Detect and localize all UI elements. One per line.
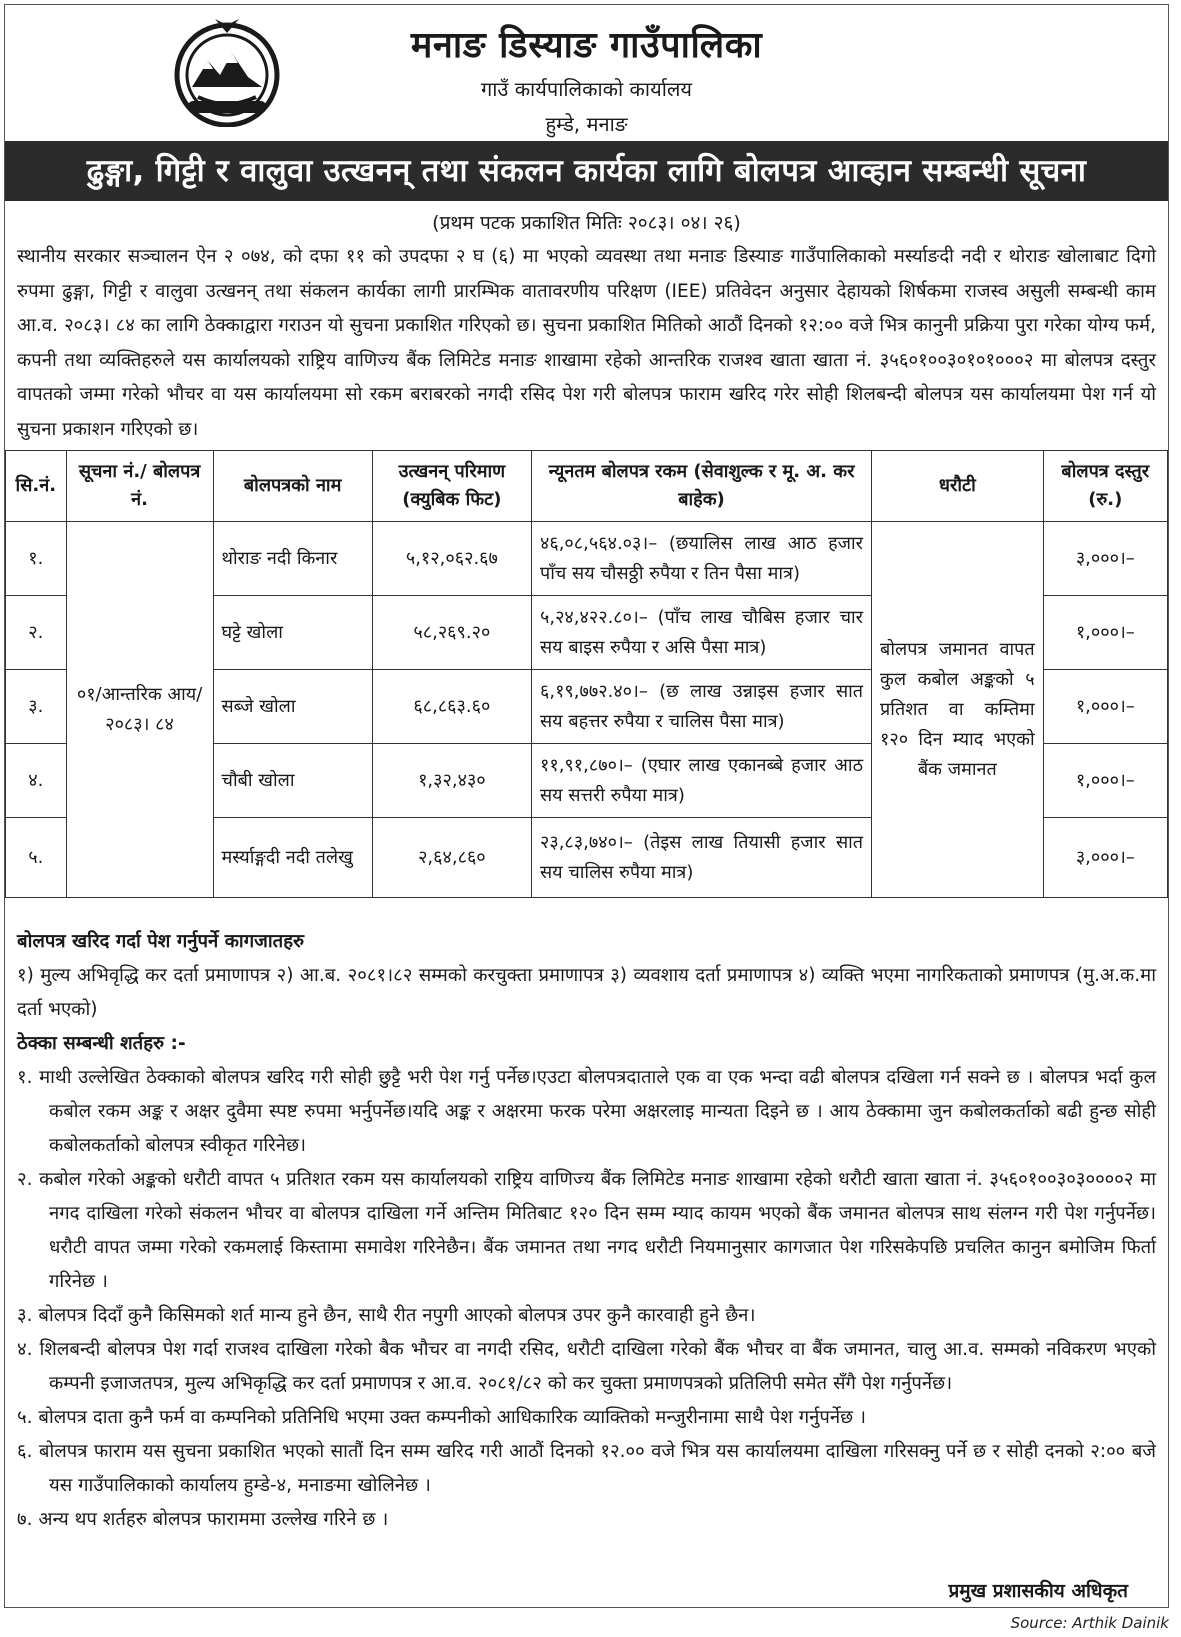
row-sn: ३. bbox=[6, 670, 67, 744]
term-item: ७. अन्य थप शर्तहरु बोलपत्र फाराममा उल्लेख गरिने छ । bbox=[17, 1509, 389, 1530]
row-fee: १,०००।– bbox=[1043, 596, 1167, 670]
notice-header bbox=[5, 5, 1168, 143]
row-name: घट्टे खोला bbox=[213, 596, 372, 670]
row-sn: १. bbox=[6, 522, 67, 596]
row-fee: १,०००।– bbox=[1043, 744, 1167, 818]
term-item: ६. बोलपत्र फाराम यस सुचना प्रकाशित भएको सातौं दिन सम्म खरिद गरी आठौं दिनको १२.०० वजे भित्र यस कार्यालयमा दाखिला गरिसक्नु पर्ने छ र सोही दनको २:०० बजे यस गाउँपालिकाको कार्यालय हुम्डे-४, मनाङमा खोलिनेछ । bbox=[17, 1441, 1156, 1496]
documents-list: १) मुल्य अभिवृद्धि कर दर्ता प्रमाणापत्र २) आ.ब. २०८१।८२ सम्मको करचुक्ता प्रमाणापत्र ३) व्यवशाय दर्ता प्रमाणापत्र ४) व्यक्ति भएमा नागरिकताको प्रमाणपत्र (मु.अ.क.मा दर्ता भएको) bbox=[17, 965, 1156, 1020]
term-item: ५. बोलपत्र दाता कुनै फर्म वा कम्पनिको प्रतिनिधि भएमा उक्त कम्पनीको आधिकारिक व्याक्तिको मन्जुरीनामा साथै पेश गर्नुपर्नेछ । bbox=[17, 1407, 867, 1428]
row-qty: ५,१२,०६२.६७ bbox=[372, 522, 531, 596]
row-name: मर्स्याङ्गदी नदी तलेखु bbox=[213, 818, 372, 898]
office-location: हुम्डे, मनाङ bbox=[545, 112, 628, 136]
table-header-row bbox=[6, 451, 1168, 522]
col-header-fee: बोलपत्र दस्तुर (रु.) bbox=[1043, 451, 1167, 522]
term-item: १. माथी उल्लेखित ठेक्काको बोलपत्र खरिद गरी सोही छुट्टै भरी पेश गर्नु पर्नेछ।एउटा बोलपत्रदाताले एक वा एक भन्दा वढी बोलपत्र दखिला गर्न सक्ने छ । बोलपत्र भर्दा कुल कबोल रकम अङ्क र अक्षर दुवैमा स्पष्ट रुपमा भर्नुपर्नेछ।यदि अङ्क र अक्षरमा फरक परेमा अक्षरलाइ मान्यता दिइने छ । आय ठेक्कामा जुन कबोलकर्ताको बढी हुन्छ सोही कबोलकर्ताको बोलपत्र स्वीकृत गरिनेछ। bbox=[17, 1067, 1156, 1156]
tender-table bbox=[5, 450, 1168, 898]
row-fee: ३,०००।– bbox=[1043, 522, 1167, 596]
col-header-name: बोलपत्रको नाम bbox=[213, 451, 372, 522]
signatory-title: प्रमुख प्रशासकीय अधिकृत bbox=[948, 1580, 1128, 1602]
col-header-ref: सूचना नं./ बोलपत्र नं. bbox=[66, 451, 213, 522]
term-item: २. कबोल गरेको अङ्कको धरौटी वापत ५ प्रतिशत रकम यस कार्यालयको राष्ट्रिय वाणिज्य बैंक लिमिटेड मनाङ शाखामा रहेको धरौटी खाता खाता नं. ३५६०१००३०३००००२ मा नगद दाखिला गरेको संकलन भौचर वा बोलपत्र दाखिला गर्ने अन्तिम मितिबाट १२० दिन सम्म म्याद कायम भएको बैंक जमानत बोलपत्र साथ संलग्न गरी पेश गर्नुपर्नेछ। धरौटी वापत जम्मा गरेको रकमलाई किस्तामा समावेश गरिनेछैन। बैंक जमानत तथा नगद धरौटी नियमानुसार कागजात पेश गरिसकेपछि प्रचलित कानुन बमोजिम फिर्ता गरिनेछ । bbox=[17, 1169, 1156, 1292]
row-amount: ५,२४,४२२.८०।– (पाँच लाख चौबिस हजार चार सय बाइस रुपैया र असि पैसा मात्र) bbox=[531, 596, 871, 670]
row-name: थोराङ नदी किनार bbox=[213, 522, 372, 596]
row-fee: ३,०००।– bbox=[1043, 818, 1167, 898]
conditions-section bbox=[17, 925, 1156, 1537]
col-header-deposit: धरौटी bbox=[872, 451, 1044, 522]
row-amount: ११,९१,८७०।– (एघार लाख एकानब्बे हजार आठ सय सत्तरी रुपैया मात्र) bbox=[531, 744, 871, 818]
tender-notice bbox=[4, 4, 1169, 1608]
row-name: चौबी खोला bbox=[213, 744, 372, 818]
row-qty: ५८,२६९.२० bbox=[372, 596, 531, 670]
terms-heading: ठेक्का सम्बन्धी शर्तहरु :- bbox=[17, 1033, 186, 1054]
intro-paragraph: स्थानीय सरकार सञ्चालन ऐन २ ०७४, को दफा ११ को उपदफा २ घ (६) मा भएको व्यवस्था तथा मनाङ डिस्याङ गाउँपालिकाको मर्स्याङदी नदी र थोराङ खोलाबाट दिगो रुपमा ढुङ्गा, गिट्टी र वालुवा उत्खनन् तथा संकलन कार्यका लागी प्रारम्भिक वातावरणीय परिक्षण (IEE) प्रतिवेदन अनुसार देहायको शिर्षकमा राजस्व असुली सम्बन्धी काम आ.व. २०८३। ८४ का लागि ठेक्काद्वारा गराउन यो सुचना प्रकाशित गरिएको छ। सुचना प्रकाशित मितिको आठौं दिनको १२:०० वजे भित्र कानुनी प्रक्रिया पुरा गरेका योग्य फर्म, कपनी तथा व्यक्तिहरुले यस कार्यालयको राष्ट्रिय वाणिज्य बैंक लिमिटेड मनाङ शाखामा रहेको आन्तरिक राजश्व खाता खाता नं. ३५६०१००३०१०१०००२ मा बोलपत्र दस्तुर वापतको जम्मा गरेको भौचर वा यस कार्यालयमा सो रकम बराबरको नगदी रसिद पेश गरी बोलपत्र फाराम खरिद गरेर सोही शिलबन्दी बोलपत्र यस कार्यालयमा पेश गर्न यो सुचना प्रकाशन गरिएको छ। bbox=[17, 246, 1156, 440]
row-sn: ४. bbox=[6, 744, 67, 818]
publication-date: (प्रथम पटक प्रकाशित मितिः २०८३। ०४। २६) bbox=[432, 212, 741, 234]
row-ref: ०१/आन्तरिक आय/२०८३। ८४ bbox=[66, 522, 213, 898]
row-sn: ५. bbox=[6, 818, 67, 898]
row-deposit: बोलपत्र जमानत वापत कुल कबोल अङ्कको ५ प्रतिशत वा कम्तिमा १२० दिन म्याद भएको बैंक जमानत bbox=[872, 522, 1044, 898]
row-amount: २३,८३,७४०।– (तेइस लाख तियासी हजार सात सय चालिस रुपैया मात्र) bbox=[531, 818, 871, 898]
documents-heading: बोलपत्र खरिद गर्दा पेश गर्नुपर्ने कागजातहरु bbox=[17, 931, 305, 952]
row-fee: १,०००।– bbox=[1043, 670, 1167, 744]
source-credit: Source: Arthik Dainik bbox=[1010, 1614, 1169, 1632]
row-name: सब्जे खोला bbox=[213, 670, 372, 744]
table-row bbox=[6, 522, 1168, 596]
col-header-qty: उत्खनन् परिमाण (क्युबिक फिट) bbox=[372, 451, 531, 522]
col-header-sn: सि.नं. bbox=[6, 451, 67, 522]
office-name: गाउँ कार्यपालिकाको कार्यालय bbox=[480, 77, 693, 101]
row-qty: २,६४,८६० bbox=[372, 818, 531, 898]
term-item: ३. बोलपत्र दिदाँ कुनै किसिमको शर्त मान्य हुने छैन, साथै रीत नपुगी आएको बोलपत्र उपर कुनै कारवाही हुने छैन। bbox=[17, 1305, 756, 1326]
notice-title-banner: ढुङ्गा, गिट्टी र वालुवा उत्खनन् तथा संकलन कार्यका लागि बोलपत्र आव्हान सम्बन्धी सूचना bbox=[5, 141, 1168, 201]
term-item: ४. शिलबन्दी बोलपत्र पेश गर्दा राजश्व दाखिला गरेको बैक भौचर वा नगदी रसिद, धरौटी दाखिला गरेको बैंक भौचर वा बैंक जमानत, चालु आ.व. सम्मको नविकरण भएको कम्पनी इजाजतपत्र, मुल्य अभिकृद्धि कर दर्ता प्रमाणपत्र र आ.व. २०८१/८२ को कर चुक्ता प्रमाणपत्रको प्रतिलिपी समेत सँगै पेश गर्नुपर्नेछ। bbox=[17, 1339, 1156, 1394]
row-amount: ४६,०८,५६४.०३।– (छयालिस लाख आठ हजार पाँच सय चौसठ्ठी रुपैया र तिन पैसा मात्र) bbox=[531, 522, 871, 596]
row-amount: ६,१९,७७२.४०।– (छ लाख उन्नाइस हजार सात सय बहत्तर रुपैया र चालिस पैसा मात्र) bbox=[531, 670, 871, 744]
row-qty: ६८,८६३.६० bbox=[372, 670, 531, 744]
row-qty: १,३२,४३० bbox=[372, 744, 531, 818]
row-sn: २. bbox=[6, 596, 67, 670]
municipality-title: मनाङ डिस्याङ गाउँपालिका bbox=[410, 25, 763, 66]
col-header-amount: न्यूनतम बोलपत्र रकम (सेवाशुल्क र मू. अ. कर बाहेक) bbox=[531, 451, 871, 522]
